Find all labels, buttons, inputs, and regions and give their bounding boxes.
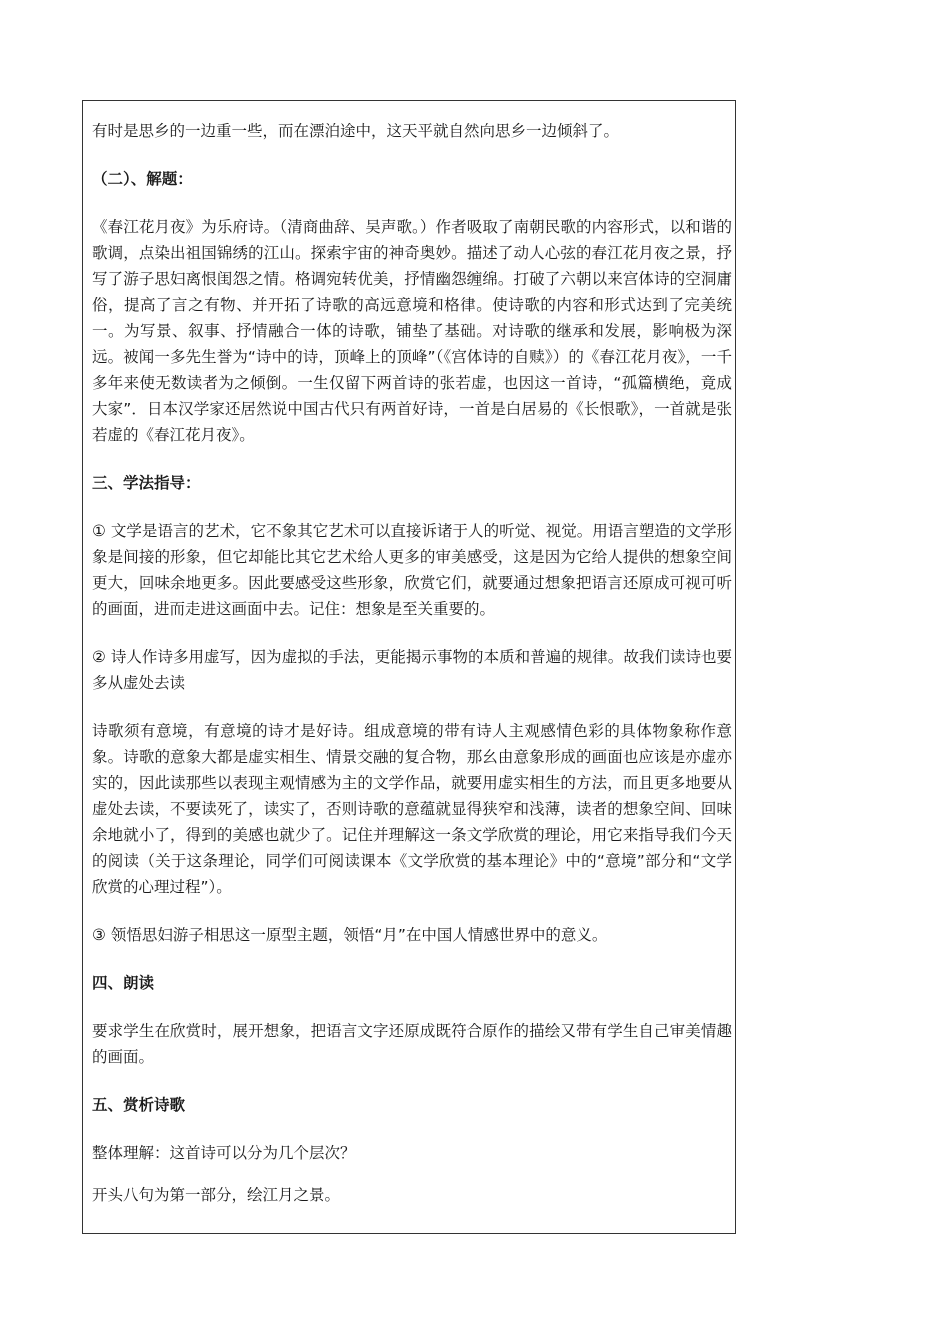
paragraph-yijing: 诗歌须有意境，有意境的诗才是好诗。组成意境的带有诗人主观感情色彩的具体物象称作意象。诗歌的意象大都是虚实相生、情景交融的复合物，那幺由意象形成的画面也应该是亦虚亦实的，因此读那些以表现主观情感为主的文学作品，就要用虚实相生的方法，而且更多地要从虚处去读，不要读死了，读实了，否则诗歌的意蕴就显得狭窄和浅薄，读者的想象空间、回味余地就小了，得到的美感也就少了。记住并理解这一条文学欣赏的理论，用它来指导我们今天的阅读（关于这条理论，同学们可阅读课本《文学欣赏的基本理论》中的“意境”部分和“文学欣赏的心理过程”）。: [92, 722, 732, 896]
paragraph-langdu: 要求学生在欣赏时，展开想象，把语言文字还原成既符合原作的描绘又带有学生自己审美情趣的画面。: [92, 1022, 732, 1066]
paragraph-intro: 有时是思乡的一边重一些，而在漂泊途中，这天平就自然向思乡一边倾斜了。: [92, 122, 620, 140]
paragraph-xuefa-1: ① 文学是语言的艺术，它不象其它艺术可以直接诉诸于人的听觉、视觉。用语言塑造的文学形象是间接的形象，但它却能比其它艺术给人更多的审美感受，这是因为它给人提供的想象空间更大，回味余地更多。因此要感受这些形象，欣赏它们，就要通过想象把语言还原成可视可听的画面，进而走进这画面中去。记住：想象是至关重要的。: [92, 522, 732, 618]
paragraph-xuefa-2: ② 诗人作诗多用虚写，因为虚拟的手法，更能揭示事物的本质和普遍的规律。故我们读诗也要多从虚处去读: [92, 648, 732, 692]
document-body: [92, 118, 732, 1230]
paragraph-jieti: 《春江花月夜》为乐府诗。（清商曲辞、吴声歌。）作者吸取了南朝民歌的内容形式，以和谐的歌调，点染出祖国锦绣的江山。探索宇宙的神奇奥妙。描述了动人心弦的春江花月夜之景，抒写了游子思妇离恨闺怨之情。格调宛转优美，抒情幽怨缠绵。打破了六朝以来宫体诗的空洞庸俗，提高了言之有物、并开拓了诗歌的高远意境和格律。使诗歌的内容和形式达到了完美统一。为写景、叙事、抒情融合一体的诗歌，铺垫了基础。对诗歌的继承和发展，影响极为深远。被闻一多先生誉为“诗中的诗，顶峰上的顶峰”（《宫体诗的自赎》）的《春江花月夜》，一千多年来使无数读者为之倾倒。一生仅留下两首诗的张若虚，也因这一首诗，“孤篇横绝，竟成大家”．日本汉学家还居然说中国古代只有两首好诗，一首是白居易的《长恨歌》，一首就是张若虚的《春江花月夜》。: [92, 218, 732, 444]
paragraph-part-one: 开头八句为第一部分，绘江月之景。: [92, 1186, 341, 1204]
heading-langdu: 四、朗读: [92, 974, 155, 992]
paragraph-xuefa-3: ③ 领悟思妇游子相思这一原型主题，领悟“月”在中国人情感世界中的意义。: [92, 926, 608, 944]
heading-xuefa: 三、学法指导：: [92, 474, 201, 492]
heading-shangxi: 五、赏析诗歌: [92, 1096, 186, 1114]
heading-jieti: （二）、解题：: [92, 170, 193, 188]
paragraph-question: 整体理解：这首诗可以分为几个层次？: [92, 1144, 356, 1162]
